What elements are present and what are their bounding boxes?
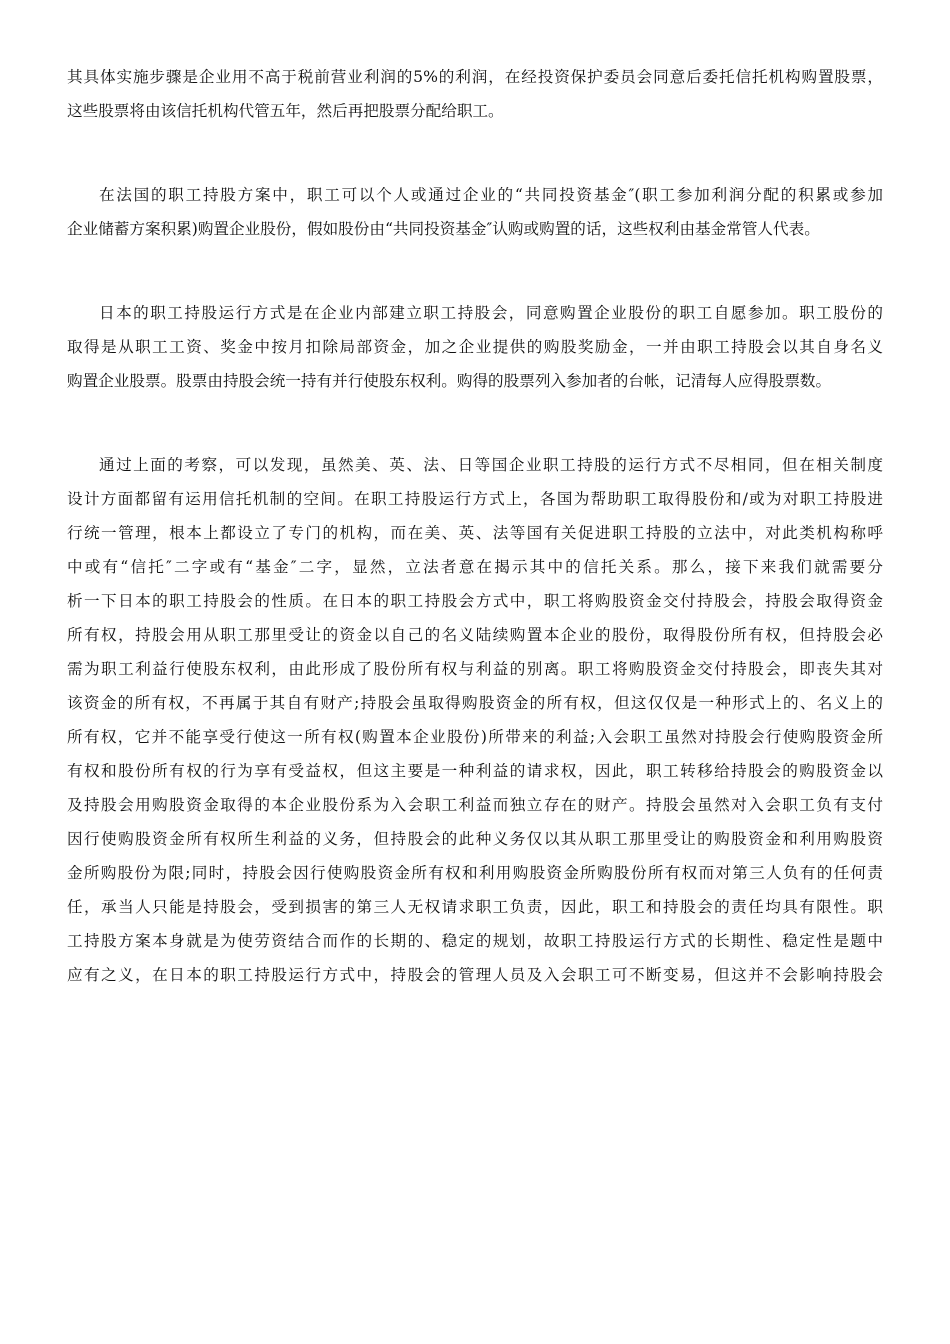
paragraph-3 — [67, 296, 883, 398]
paragraph-line: 行统一管理，根本上都设立了专门的机构，而在美、英、法等国有关促进职工持股的立法中，对此类机构称呼 — [67, 524, 883, 542]
paragraph-line: 日本的职工持股运行方式是在企业内部建立职工持股会，同意购置企业股份的职工自愿参加。职工股份的 — [99, 304, 883, 322]
paragraph-line: 所有权，它并不能享受行使这一所有权(购置本企业股份)所带来的利益;入会职工虽然对持股会行使购股资金所 — [67, 728, 883, 746]
paragraph-line: 工持股方案本身就是为使劳资结合而作的长期的、稳定的规划，故职工持股运行方式的长期性、稳定性是题中 — [67, 932, 883, 950]
paragraph-line: 其具体实施步骤是企业用不高于税前营业利润的5%的利润，在经投资保护委员会同意后委托信托机构购置股票， — [67, 68, 883, 86]
paragraph-line: 取得是从职工工资、奖金中按月扣除局部资金，加之企业提供的购股奖励金，一并由职工持股会以其自身名义 — [67, 338, 883, 356]
paragraph-line: 任，承当人只能是持股会，受到损害的第三人无权请求职工负责，因此，职工和持股会的责任均具有限性。职 — [67, 898, 883, 916]
paragraph-line: 应有之义，在日本的职工持股运行方式中，持股会的管理人员及入会职工可不断变易，但这并不会影响持股会 — [67, 966, 883, 984]
paragraph-line: 析一下日本的职工持股会的性质。在日本的职工持股会方式中，职工将购股资金交付持股会，持股会取得资金 — [67, 592, 883, 610]
paragraph-4 — [67, 448, 883, 992]
document-page — [67, 60, 883, 1042]
paragraph-line: 因行使购股资金所有权所生利益的义务，但持股会的此种义务仅以其从职工那里受让的购股资金和利用购股资 — [67, 830, 883, 848]
paragraph-line: 通过上面的考察，可以发现，虽然美、英、法、日等国企业职工持股的运行方式不尽相同，但在相关制度 — [99, 456, 883, 474]
paragraph-line: 企业储蓄方案积累)购置企业股份，假如股份由“共同投资基金″认购或购置的话，这些权利由基金常管人代表。 — [67, 220, 820, 238]
paragraph-line: 中或有“信托″二字或有“基金″二字，显然，立法者意在揭示其中的信托关系。那么，接下来我们就需要分 — [67, 558, 883, 576]
paragraph-line: 购置企业股票。股票由持股会统一持有并行使股东权利。购得的股票列入参加者的台帐，记清每人应得股票数。 — [67, 372, 832, 390]
paragraph-1 — [67, 60, 883, 128]
paragraph-2 — [67, 178, 883, 246]
paragraph-line: 设计方面都留有运用信托机制的空间。在职工持股运行方式上，各国为帮助职工取得股份和/或为对职工持股进 — [67, 490, 883, 508]
paragraph-line: 在法国的职工持股方案中，职工可以个人或通过企业的“共同投资基金″(职工参加利润分配的积累或参加 — [99, 186, 883, 204]
paragraph-line: 需为职工利益行使股东权利，由此形成了股份所有权与利益的别离。职工将购股资金交付持股会，即丧失其对 — [67, 660, 883, 678]
paragraph-line: 该资金的所有权，不再属于其自有财产;持股会虽取得购股资金的所有权，但这仅仅是一种形式上的、名义上的 — [67, 694, 883, 712]
paragraph-line: 所有权，持股会用从职工那里受让的资金以自己的名义陆续购置本企业的股份，取得股份所有权，但持股会必 — [67, 626, 883, 644]
paragraph-line: 金所购股份为限;同时，持股会因行使购股资金所有权和利用购股资金所购股份所有权而对第三人负有的任何责 — [67, 864, 883, 882]
paragraph-line: 及持股会用购股资金取得的本企业股份系为入会职工利益而独立存在的财产。持股会虽然对入会职工负有支付 — [67, 796, 883, 814]
paragraph-line: 这些股票将由该信托机构代管五年，然后再把股票分配给职工。 — [67, 102, 504, 120]
paragraph-line: 有权和股份所有权的行为享有受益权，但这主要是一种利益的请求权，因此，职工转移给持股会的购股资金以 — [67, 762, 883, 780]
